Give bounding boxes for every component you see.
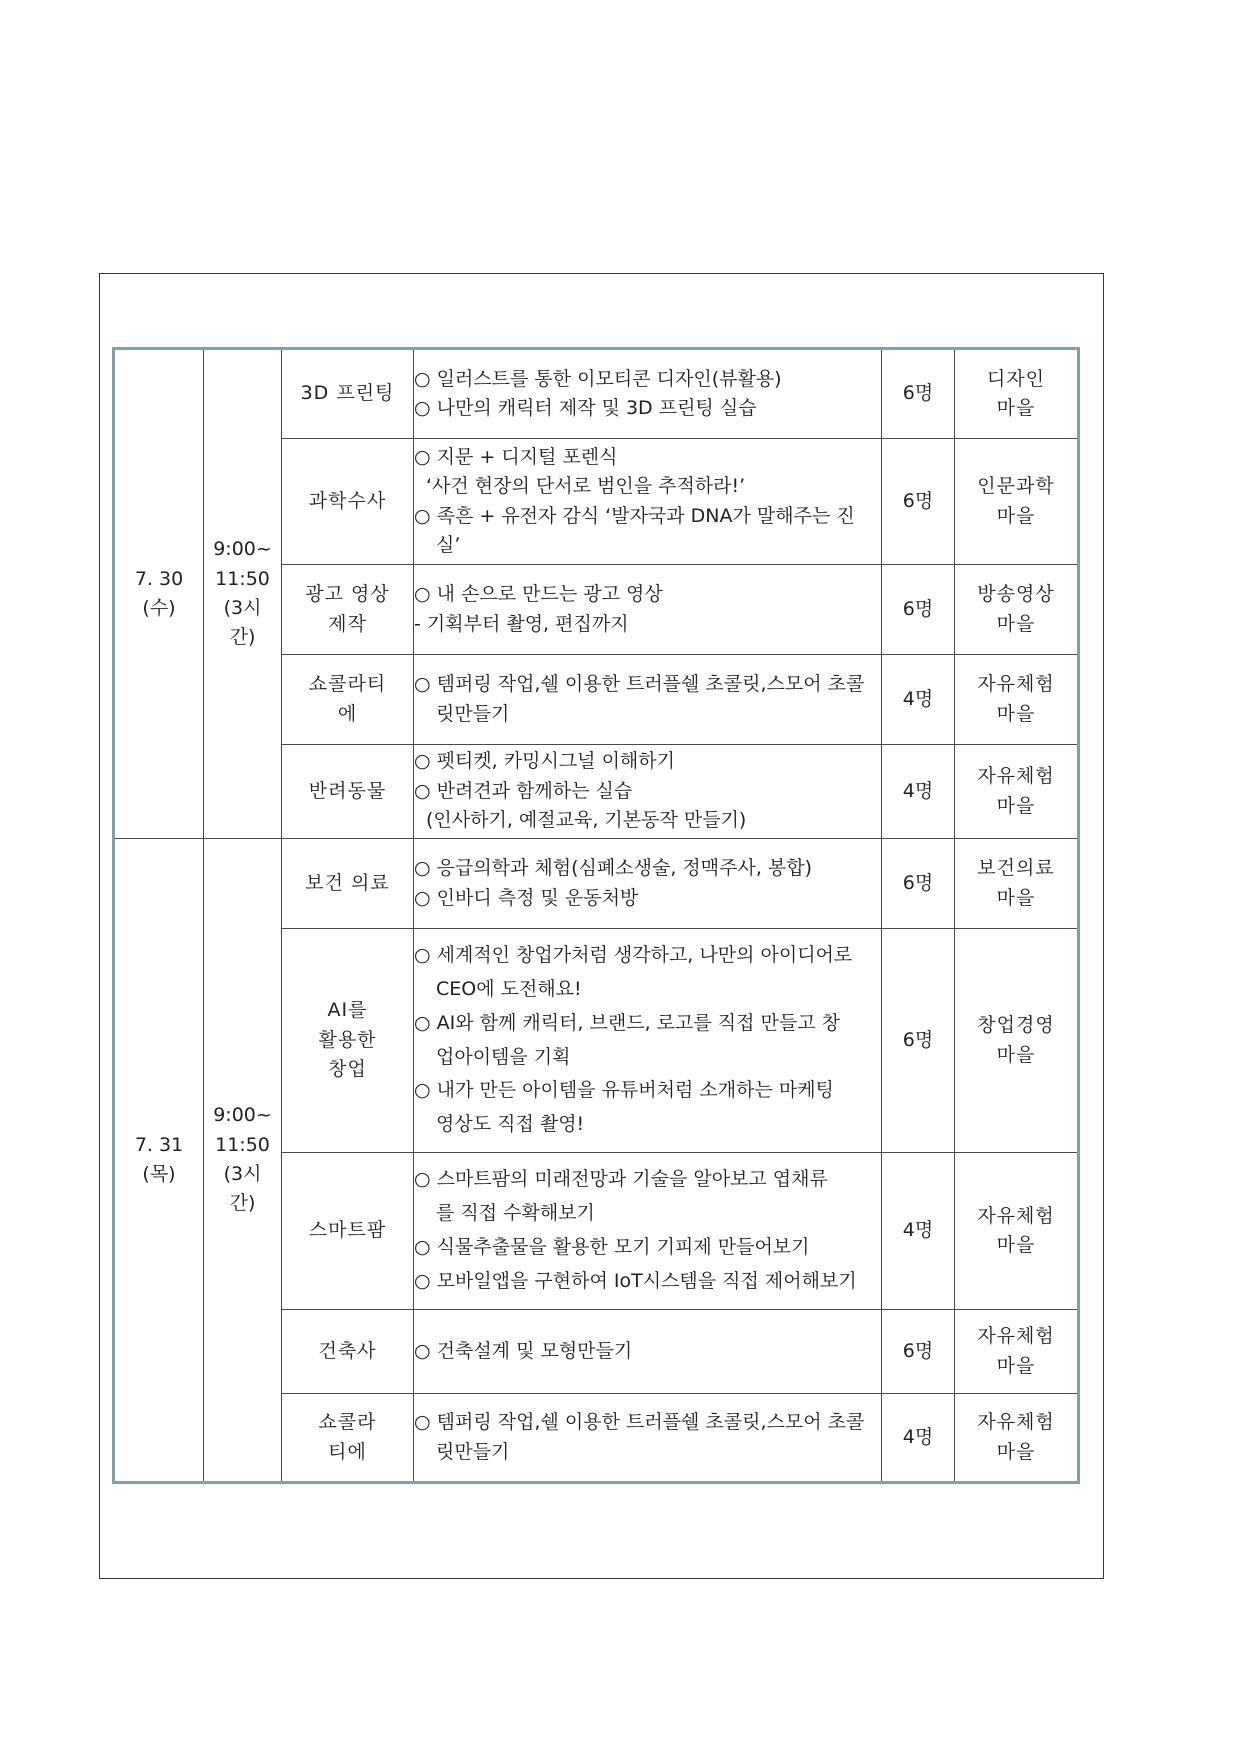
subject-cell <box>282 1310 414 1394</box>
capacity: 6명 <box>882 439 955 565</box>
desc-line: 업아이템을 기획 <box>436 1045 571 1068</box>
subject-cell <box>282 655 414 745</box>
description-cell <box>414 655 882 745</box>
place-cell <box>955 655 1079 745</box>
desc-line: ○ 족흔 + 유전자 감식 ‘발자국과 DNA가 말해주는 진 <box>414 504 855 527</box>
subject-cont: 제작 <box>328 612 367 635</box>
place-cell <box>955 839 1079 929</box>
subject: 스마트팜 <box>308 1219 387 1242</box>
capacity: 4명 <box>882 1153 955 1310</box>
desc-line: ○ 내 손으로 만드는 광고 영상 <box>414 583 663 606</box>
duration-cont: 간) <box>229 626 256 649</box>
description-cell <box>414 1310 882 1394</box>
capacity: 4명 <box>882 1394 955 1483</box>
subject-cell <box>282 929 414 1153</box>
desc-line: ○ 건축설계 및 모형만들기 <box>414 1339 633 1362</box>
subject-cell <box>282 745 414 839</box>
place: 자유체험 <box>977 673 1055 696</box>
subject-cell <box>282 1394 414 1483</box>
date: 7. 31 <box>134 1133 184 1156</box>
duration: (3시 <box>223 1163 262 1185</box>
subject-cell <box>282 439 414 565</box>
desc-line: ○ 응급의학과 체험(심폐소생술, 정맥주사, 봉합) <box>414 857 813 880</box>
place-cell <box>955 745 1079 839</box>
desc-line: ○ 펫티켓, 카밍시그널 이해하기 <box>414 750 675 773</box>
table-row <box>114 349 1079 439</box>
subject: 과학수사 <box>308 489 387 512</box>
place-cell <box>955 565 1079 655</box>
description-cell <box>414 439 882 565</box>
time-cell <box>204 349 282 839</box>
description-cell <box>414 745 882 839</box>
desc-line: ○ 일러스트를 통한 이모티콘 디자인(뷰활용) <box>414 367 782 390</box>
desc-line: CEO에 도전해요! <box>436 977 582 1000</box>
place-suffix: 마을 <box>996 397 1036 419</box>
time-cell <box>204 839 282 1483</box>
capacity: 6명 <box>882 1310 955 1394</box>
weekday: (목) <box>142 1163 176 1185</box>
place-suffix: 마을 <box>996 1440 1036 1463</box>
subject: 보건 의료 <box>305 871 390 894</box>
desc-line: - 기획부터 촬영, 편집까지 <box>414 612 629 635</box>
capacity: 6명 <box>882 929 955 1153</box>
place-cell <box>955 1310 1079 1394</box>
desc-line: ○ 나만의 캐릭터 제작 및 3D 프린팅 실습 <box>414 397 757 419</box>
desc-line: ○ 템퍼링 작업,쉘 이용한 트러플쉘 초콜릿,스모어 초콜 <box>414 673 865 696</box>
table-row <box>114 839 1079 929</box>
desc-line: 릿만들기 <box>436 702 510 725</box>
description-cell <box>414 929 882 1153</box>
desc-line: ○ 템퍼링 작업,쉘 이용한 트러플쉘 초콜릿,스모어 초콜 <box>414 1411 865 1434</box>
place: 창업경영 <box>977 1014 1055 1037</box>
capacity: 4명 <box>882 655 955 745</box>
capacity: 6명 <box>882 349 955 439</box>
place-cell <box>955 1394 1079 1483</box>
capacity: 6명 <box>882 839 955 929</box>
weekday: (수) <box>142 597 176 619</box>
subject-cont: 활용한 <box>318 1028 377 1051</box>
desc-line: ○ 모바일앱을 구현하여 IoT시스템을 직접 제어해보기 <box>414 1269 857 1292</box>
place-cell <box>955 1153 1079 1310</box>
place: 인문과학 <box>977 475 1055 498</box>
place: 방송영상 <box>977 583 1055 606</box>
subject-cont: 에 <box>337 702 358 725</box>
subject: 쇼콜라 <box>318 1411 377 1434</box>
desc-line: 를 직접 수확해보기 <box>436 1202 595 1225</box>
place: 자유체험 <box>977 1325 1055 1348</box>
desc-line: ○ 내가 만든 아이템을 유튜버처럼 소개하는 마케팅 <box>414 1079 834 1102</box>
place: 자유체험 <box>977 765 1055 788</box>
desc-line: ○ 인바디 측정 및 운동처방 <box>414 886 639 909</box>
subject: 쇼콜라티 <box>308 673 387 696</box>
place-cell <box>955 349 1079 439</box>
subject: 건축사 <box>318 1339 377 1362</box>
time-start: 9:00~ <box>213 538 272 561</box>
description-cell <box>414 565 882 655</box>
description-cell <box>414 349 882 439</box>
capacity: 4명 <box>882 745 955 839</box>
desc-line: ○ 세계적인 창업가처럼 생각하고, 나만의 아이디어로 <box>414 944 853 967</box>
desc-line: ○ 반려견과 함께하는 실습 <box>414 779 633 802</box>
place-cell <box>955 439 1079 565</box>
place-suffix: 마을 <box>996 612 1036 635</box>
subject-cell <box>282 1153 414 1310</box>
date-cell <box>114 349 204 839</box>
place-suffix: 마을 <box>996 1354 1036 1377</box>
place: 디자인 <box>986 367 1046 390</box>
place: 자유체험 <box>977 1411 1055 1434</box>
place-suffix: 마을 <box>996 886 1036 909</box>
place-suffix: 마을 <box>996 1043 1036 1066</box>
desc-line: ○ AI와 함께 캐릭터, 브랜드, 로고를 직접 만들고 창 <box>414 1011 840 1034</box>
desc-line: 실’ <box>436 533 461 556</box>
desc-line: 영상도 직접 촬영! <box>436 1113 585 1136</box>
duration: (3시 <box>223 597 262 619</box>
place-suffix: 마을 <box>996 702 1036 725</box>
place-cell <box>955 929 1079 1153</box>
subject: 광고 영상 <box>305 583 390 606</box>
subject: 반려동물 <box>308 779 387 802</box>
subject: 3D 프린팅 <box>300 382 395 405</box>
time-end: 11:50 <box>215 1133 270 1156</box>
desc-line: ○ 스마트팜의 미래전망과 기술을 알아보고 엽채류 <box>414 1168 828 1191</box>
subject-cell <box>282 839 414 929</box>
desc-line: 릿만들기 <box>436 1440 510 1463</box>
time-start: 9:00~ <box>213 1104 272 1127</box>
desc-line: ○ 식물추출물을 활용한 모기 기피제 만들어보기 <box>414 1236 810 1258</box>
place-suffix: 마을 <box>996 1234 1036 1256</box>
subject-cell <box>282 565 414 655</box>
description-cell <box>414 1394 882 1483</box>
description-cell <box>414 839 882 929</box>
place: 보건의료 <box>977 857 1055 880</box>
subject-cont: 창업 <box>328 1058 367 1081</box>
description-cell <box>414 1153 882 1310</box>
place-suffix: 마을 <box>996 794 1036 817</box>
subject-cell <box>282 349 414 439</box>
date: 7. 30 <box>134 567 184 590</box>
date-cell <box>114 839 204 1483</box>
desc-line: ‘사건 현장의 단서로 범인을 추적하라!’ <box>426 475 746 498</box>
desc-line: (인사하기, 예절교육, 기본동작 만들기) <box>426 809 747 832</box>
program-schedule-table <box>112 347 1080 1484</box>
subject: AI를 <box>327 999 368 1022</box>
subject-cont: 티에 <box>328 1440 367 1463</box>
time-end: 11:50 <box>215 567 270 590</box>
desc-line: ○ 지문 + 디지털 포렌식 <box>414 445 618 468</box>
place: 자유체험 <box>977 1204 1055 1227</box>
place-suffix: 마을 <box>996 504 1036 527</box>
duration-cont: 간) <box>229 1192 256 1215</box>
capacity: 6명 <box>882 565 955 655</box>
